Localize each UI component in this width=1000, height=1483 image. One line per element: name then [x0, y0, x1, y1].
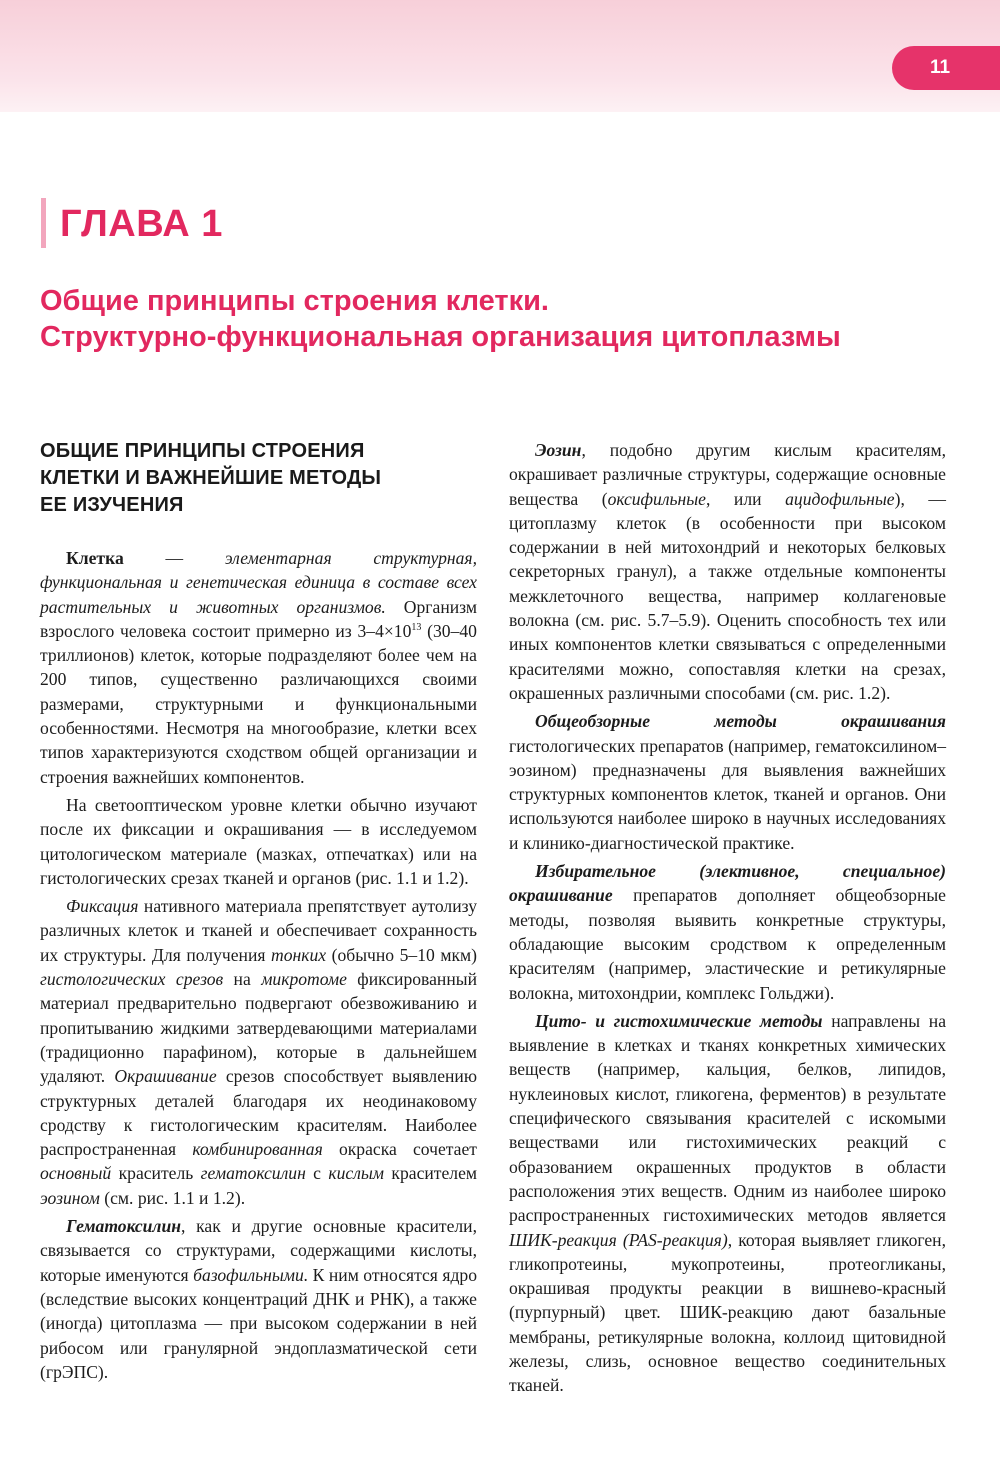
chapter-title — [40, 283, 980, 355]
paragraph-eosin: Эозин, подобно другим кислым красителям, окрашивает различные структуры, содержащие основные вещества (оксифильные, или ацидофильные), — цитоплазму клеток (в особенности при высоком содержании в ней митохондрий и некоторых белковых секреторных гранул), а также отдельные компоненты межклеточного вещества, например коллагеновые волокна (см. рис. 5.7–5.9). Оценить способность тех или иных компонентов клетки связываться с определенными красителями можно, сопоставляя клетки на срезах, окрашенных различными способами (см. рис. 1.2). — [509, 440, 947, 703]
term-hematoxylin: Гематоксилин — [66, 1216, 181, 1237]
paragraph-hematoxylin: Гематоксилин, как и другие основные красители, связывается со структурами, содержащими кислоты, которые именуются базофильными. К ним относятся ядро (вследствие высоких концентраций ДНК и РНК), а также (иногда) цитоплазма — при высоком содержании в ней рибосом или гранулярной эндоплазматической сети (грЭПС). — [40, 1216, 477, 1382]
section-heading — [40, 438, 477, 519]
paragraph-histochemical-methods: Цито- и гистохимические методы направлены на выявление в клетках и тканях конкретных химических веществ (например, кальция, белков, липидов, нуклеиновых кислот, гликогена, ферментов) в результате специфического связывания красителей с искомыми веществами или гистохимических реакций с образованием окрашенных продуктов в области расположения этих веществ. Одним из наиболее широко распространенных гистохимических методов является ШИК-реакция (PAS-реакция), которая выявляет гликоген, гликопротеины, мукопротеины, протеогликаны, окрашивая продукты реакции в вишнево-красный (пурпурный) цвет. ШИК-реакцию дают базальные мембраны, ретикулярные волокна, коллоид щитовидной железы, слизь, основное вещество соединительных тканей. — [509, 1010, 947, 1396]
paragraph-cell-definition: Клетка — элементарная структурная, функциональная и генетическая единица в составе всех растительных и животных организмов. Организм взрослого человека состоит примерно из $3-4\times 10^{13}$ (30–40 триллионов) клеток, которые подразделяют более чем на 200 типов, существенно различающихся своими размерами, структурными и функциональными особенностями. Несмотря на многообразие, клетки всех типов характеризуются сходством общей организации и строения важнейших компонентов. — [40, 548, 478, 787]
exponent: 13 — [411, 621, 422, 633]
term-general-staining: Общеобзорные методы окрашивания — [535, 711, 946, 732]
paragraph-general-staining: Общеобзорные методы окрашивания гистологических препаратов (например, гематоксилином–эозином) предназначены для выявления важнейших структурных компонентов клеток, тканей и органов. Они используются наиболее широко в научных исследованиях и клинико-диагностической практике. — [509, 711, 946, 853]
right-column — [509, 438, 946, 1402]
paragraph-fixation: Фиксация нативного материала препятствует аутолизу различных клеток и тканей и обеспечивает сохранность их структуры. Для получения тонких (обычно 5–10 мкм) гистологических срезов на микротоме фиксированный материал предварительно подвергают обезвоживанию и пропитыванию жидкими затвердевающими материалами (традиционно парафином), которые в дальнейшем удаляют. Окрашивание срезов способствует выявлению структурных деталей благодаря их неодинаковому сродству к гистологическим красителям. Наиболее распространенная комбинированная окраска сочетает основный краситель гематоксилин с кислым красителем эозином (см. рис. 1.1 и 1.2). — [40, 896, 478, 1208]
term-cell: Клетка — [66, 548, 124, 568]
cell-definition: элементарная структурная, функциональная и генетическая единица в составе всех растительных и животных организмов. — [40, 548, 478, 617]
section-heading-line-3: ЕЕ ИЗУЧЕНИЯ — [40, 494, 184, 516]
paragraph-selective-staining: Избирательное (элективное, специальное) окрашивание препаратов дополняет общеобзорные методы, позволяя выявить конкретные структуры, обладающие высоким сродством к определенным красителям (например, эластические и ретикулярные волокна, митохондрии, комплекс Гольджи). — [509, 861, 946, 1003]
section-heading-line-1: ОБЩИЕ ПРИНЦИПЫ СТРОЕНИЯ — [40, 440, 365, 462]
section-heading-line-2: КЛЕТКИ И ВАЖНЕЙШИЕ МЕТОДЫ — [40, 467, 382, 489]
term-selective-staining: Избирательное (элективное, специальное) окрашивание — [509, 861, 946, 906]
term-histochemical-methods: Цито- и гистохимические методы — [535, 1010, 823, 1031]
page-number: 11 — [892, 46, 1000, 90]
chapter-marker-bar — [41, 198, 46, 248]
term-eosin: Эозин — [535, 440, 582, 460]
left-column — [40, 438, 477, 1388]
paragraph-light-microscopy: На светооптическом уровне клетки обычно изучают после их фиксации и окрашивания — в исследуемом цитологическом материале (мазках, отпечатках) или на гистологических срезах тканей и органов (рис. 1.1 и 1.2). — [40, 794, 477, 888]
header-band — [0, 0, 1000, 112]
chapter-label: ГЛАВА 1 — [60, 203, 223, 245]
chapter-title-line-1: Общие принципы строения клетки. — [40, 285, 549, 317]
chapter-title-line-2: Структурно-функциональная организация цитоплазмы — [40, 321, 841, 353]
